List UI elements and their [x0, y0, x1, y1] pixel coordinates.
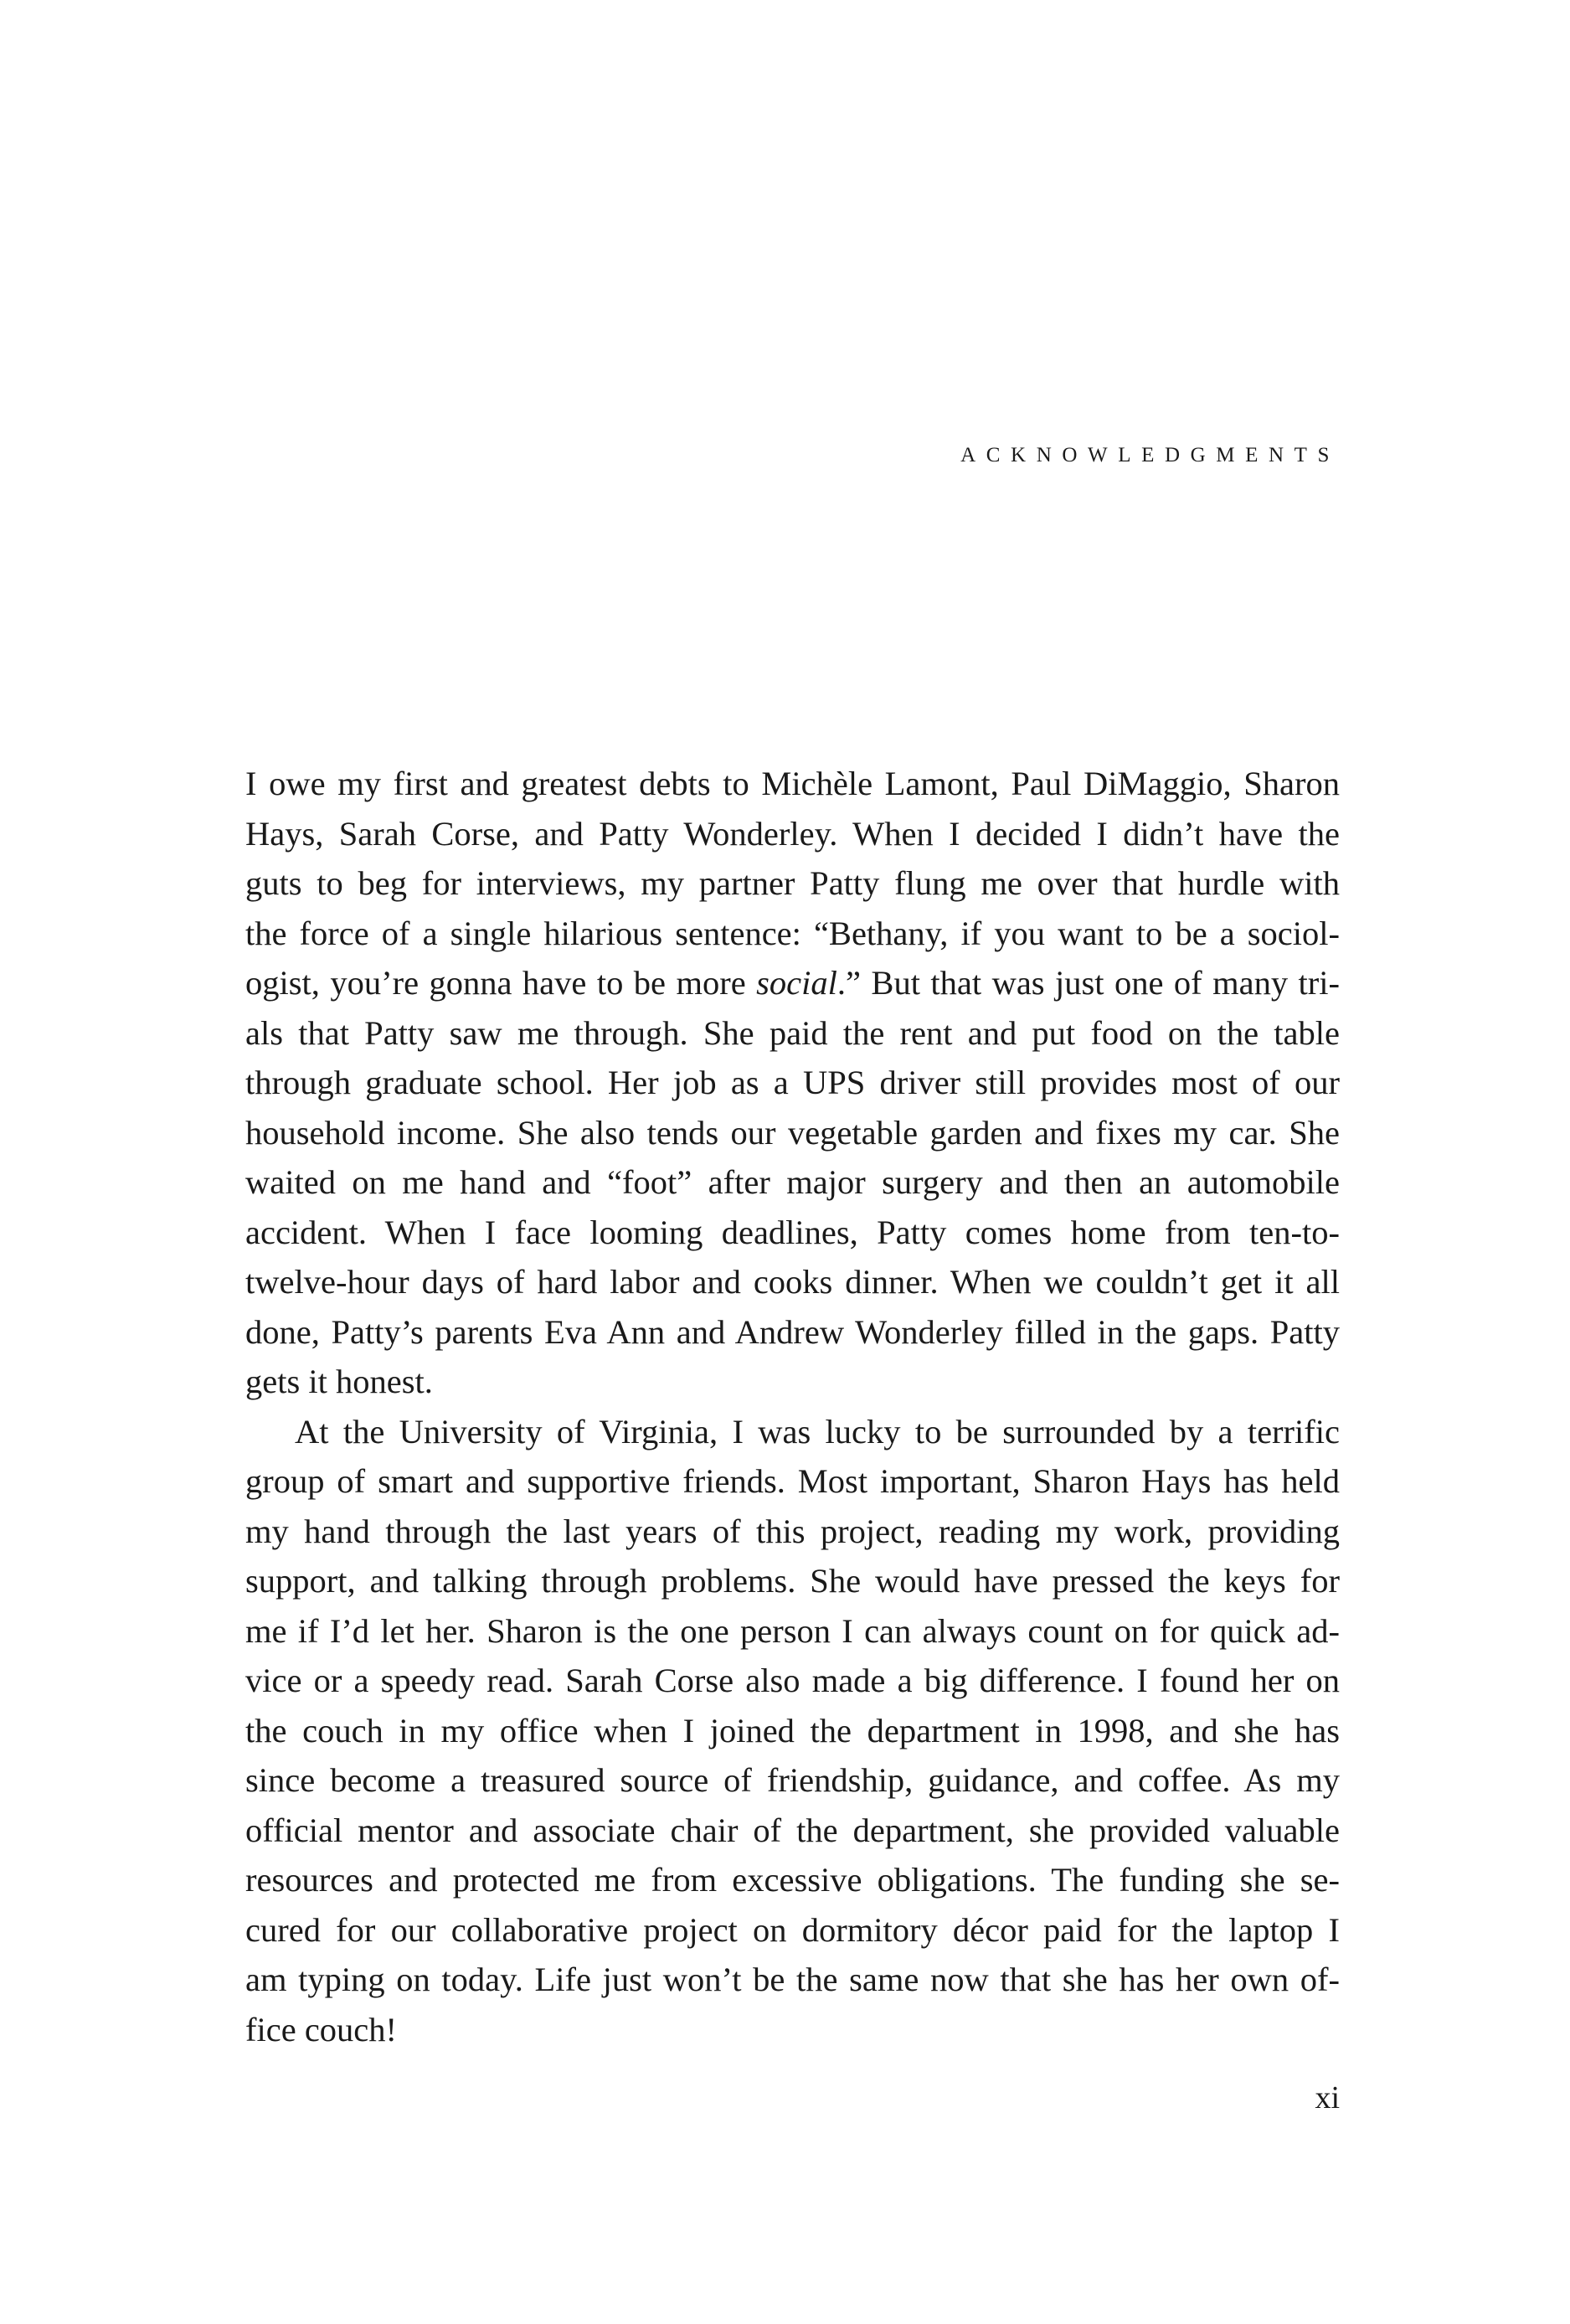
text-line: I owe my first and greatest debts to Michèle Lamont, Paul DiMaggio, Sharon: [245, 765, 1340, 802]
text-line: done, Patty’s parents Eva Ann and Andrew Wonderley filled in the gaps. Patty: [245, 1312, 1340, 1351]
text-line: household income. She also tends our vegetable garden and fixes my car. She: [245, 1113, 1340, 1152]
text-line: the force of a single hilarious sentence: “Bethany, if you want to be a sociol-: [245, 914, 1340, 952]
italic-word: social: [756, 964, 837, 1002]
text-line: since become a treasured source of friendship, guidance, and coffee. As my: [245, 1761, 1340, 1799]
text-line: resources and protected me from excessive obligations. The funding she se-: [245, 1861, 1340, 1899]
chapter-heading: ACKNOWLEDGMENTS: [960, 444, 1340, 466]
text-line: als that Patty saw me through. She paid the rent and put food on the table: [245, 1013, 1340, 1052]
text-line: At the University of Virginia, I was lucky to be surrounded by a terrific: [295, 1412, 1340, 1451]
text-line: waited on me hand and “foot” after major surgery and then an automobile: [245, 1163, 1340, 1201]
text-line: gets it honest.: [245, 1363, 433, 1400]
text-line: fice couch!: [245, 2010, 398, 2048]
text-line: vice or a speedy read. Sarah Corse also made a big difference. I found her on: [245, 1662, 1340, 1699]
paragraph-2: [245, 1407, 1340, 2055]
text-line: the couch in my office when I joined the department in 1998, and she has: [245, 1711, 1340, 1749]
text-line: through graduate school. Her job as a UPS driver still provides most of our: [245, 1064, 1340, 1101]
text-line: cured for our collaborative project on dormitory décor paid for the laptop I: [245, 1910, 1340, 1949]
text-line: me if I’d let her. Sharon is the one person I can always count on for quick ad-: [245, 1611, 1340, 1650]
text-line: guts to beg for interviews, my partner Patty flung me over that hurdle with: [245, 864, 1340, 902]
text-segment: ogist, you’re gonna have to be more: [245, 964, 757, 1002]
body-text: [245, 759, 1340, 2054]
text-line: Hays, Sarah Corse, and Patty Wonderley. When I decided I didn’t have the: [245, 814, 1340, 853]
paragraph-1: [245, 759, 1340, 1407]
text-line: support, and talking through problems. She would have pressed the keys for: [245, 1562, 1340, 1600]
text-segment: .” But that was just one of many tri-: [836, 964, 1340, 1002]
text-line: group of smart and supportive friends. Most important, Sharon Hays has held: [245, 1462, 1340, 1500]
text-line-with-italic: [245, 958, 1340, 1008]
text-line: my hand through the last years of this project, reading my work, providing: [245, 1512, 1340, 1550]
text-line: twelve-hour days of hard labor and cooks dinner. When we couldn’t get it all: [245, 1263, 1340, 1301]
text-line: official mentor and associate chair of the department, she provided valuable: [245, 1811, 1340, 1849]
text-line: am typing on today. Life just won’t be the same now that she has her own of-: [245, 1961, 1340, 1998]
page-number: xi: [1315, 2080, 1340, 2115]
text-line: accident. When I face looming deadlines, Patty comes home from ten-to-: [245, 1213, 1340, 1251]
